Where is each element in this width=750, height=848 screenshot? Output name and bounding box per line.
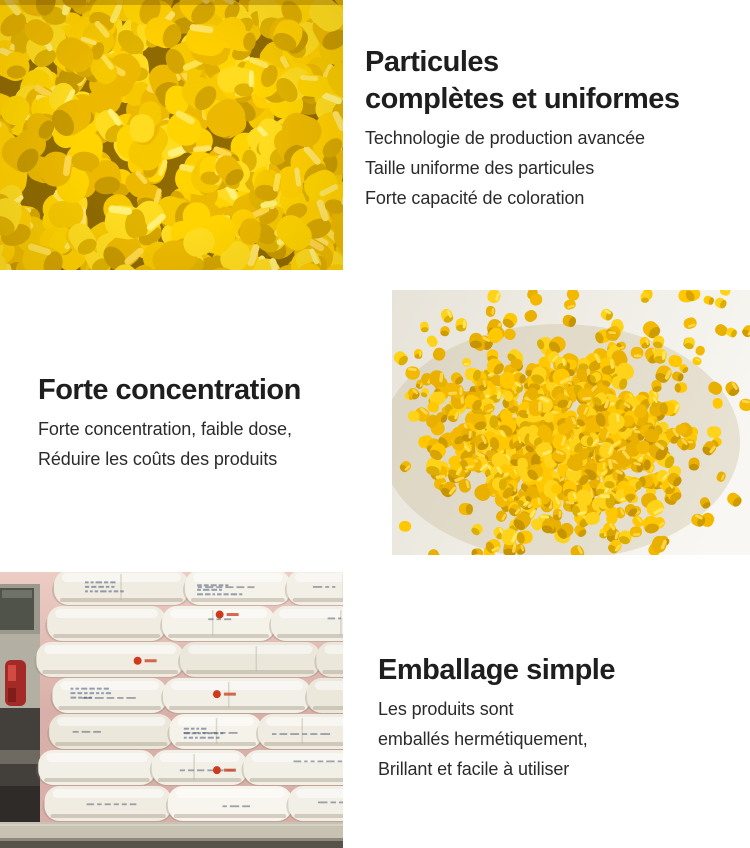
feature-line: Forte capacité de coloration xyxy=(365,188,585,208)
feature-line: Forte concentration, faible dose, xyxy=(38,419,292,439)
feature-line: Taille uniforme des particules xyxy=(365,158,595,178)
heading-line-1: Forte concentration xyxy=(38,374,301,406)
pellets-closeup-photo xyxy=(0,0,343,270)
section-packaging-heading xyxy=(378,652,738,689)
section-particles-lines xyxy=(365,123,735,213)
stacked-bags-canvas xyxy=(0,572,343,848)
section-concentration-lines xyxy=(38,414,378,474)
section-concentration-heading xyxy=(38,372,378,409)
section-concentration-text xyxy=(38,372,378,474)
heading-line-1: Emballage simple xyxy=(378,654,615,686)
heading-line-1: Particules xyxy=(365,46,499,78)
section-packaging-lines xyxy=(378,694,738,784)
section-packaging-text xyxy=(378,652,738,784)
heading-line-2: complètes et uniformes xyxy=(365,83,680,115)
feature-line: emballés hermétiquement, xyxy=(378,729,588,749)
feature-line: Réduire les coûts des produits xyxy=(38,449,278,469)
feature-line: Les produits sont xyxy=(378,699,514,719)
feature-line: Brillant et facile à utiliser xyxy=(378,759,570,779)
pellets-pile-canvas xyxy=(392,290,750,555)
section-particles-text xyxy=(365,44,735,213)
feature-line: Technologie de production avancée xyxy=(365,128,645,148)
section-particles-heading xyxy=(365,44,735,118)
pellets-pile-photo xyxy=(392,290,750,555)
pellets-closeup-canvas xyxy=(0,0,343,270)
stacked-bags-photo xyxy=(0,572,343,848)
